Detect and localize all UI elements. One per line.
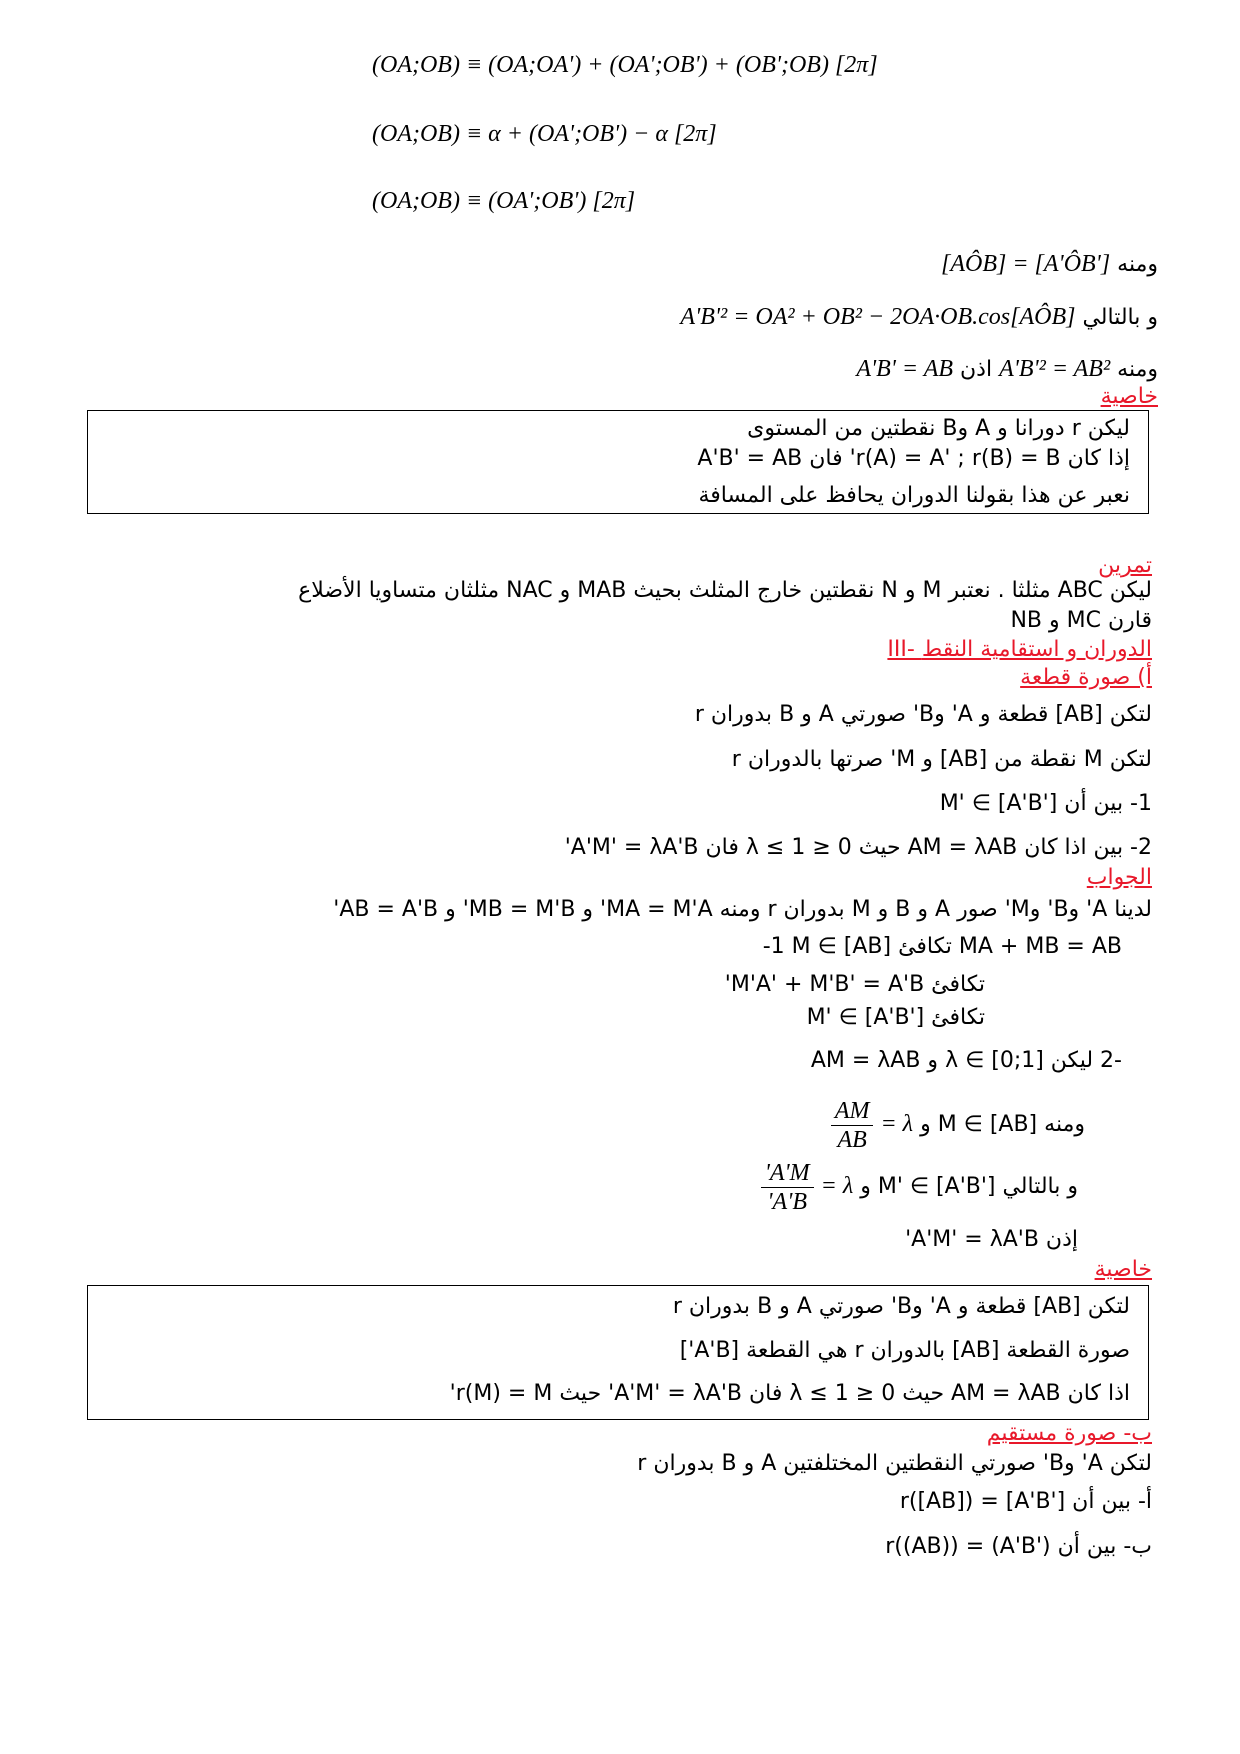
property-1-line-3: نعبر عن هذا بقولنا الدوران يحافظ على المسافة <box>698 483 1130 508</box>
answer-line-4: تكافئ M' ∈ [A'B'] <box>806 1005 985 1030</box>
section-3-line-4: 2- بين اذا كان AM = λAB حيث 0 ≤ λ ≤ 1 فان A'M' = λA'B' <box>564 835 1152 860</box>
answer-line-7: و بالتالي M' ∈ [A'B'] و = λ $\frac{A'M'}{A'B'}$ <box>761 1154 1078 1219</box>
fraction-am-ab: $\frac{AM}{AB}$ <box>831 1097 874 1154</box>
line-6: ومنه A'B'² = AB² اذن A'B' = AB <box>856 356 1158 382</box>
answer-line-2: -1 M ∈ [AB] تكافئ MA + MB = AB <box>762 934 1122 959</box>
answer-line-6: ومنه M ∈ [AB] و = λ $\frac{AM}{AB}$ <box>831 1092 1085 1157</box>
exercise-line-2: قارن MC و NB <box>1010 608 1152 633</box>
answer-line-1: لدينا A' وB' وM' صور A و B و M بدوران r ومنه MA = M'A' و MB = M'B' و AB = A'B' <box>333 897 1152 922</box>
line-4: ومنه [AÔB] = [A'ÔB'] <box>941 251 1158 277</box>
section-b-line-1: لتكن A' وB' صورتي النقطتين المختلفتين A و B بدوران r <box>637 1451 1152 1476</box>
property-2-title: خاصية <box>1094 1257 1152 1282</box>
section-3-line-3: 1- بين أن M' ∈ [A'B'] <box>939 791 1152 816</box>
exercise-title: تمرين <box>1098 553 1152 578</box>
section-3-line-1: لتكن [AB] قطعة و A' وB' صورتي A و B بدوران r <box>694 702 1152 727</box>
exercise-line-1: ليكن ABC مثلثا . نعتبر M و N نقطتين خارج المثلث بحيث MAB و NAC مثلثان متساويا الأضلاع <box>298 578 1152 603</box>
equation-2: (OA;OB) ≡ α + (OA';OB') − α [2π] <box>372 121 717 147</box>
fraction-am-prime: $\frac{A'M'}{A'B'}$ <box>761 1159 814 1216</box>
answer-line-8: إذن A'M' = λA'B' <box>905 1227 1078 1252</box>
section-3-subtitle: أ) صورة قطعة <box>1020 665 1152 690</box>
equation-1: (OA;OB) ≡ (OA;OA') + (OA';OB') + (OB';OB) [2π] <box>372 52 878 78</box>
property-1-title: خاصية <box>1100 384 1158 409</box>
section-b-line-3: ب- بين أن r((AB)) = (A'B') <box>885 1534 1152 1559</box>
section-b-title: ب- صورة مستقيم <box>986 1421 1152 1446</box>
property-2-line-1: لتكن [AB] قطعة و A' وB' صورتي A و B بدوران r <box>672 1294 1130 1319</box>
line-5: و بالتالي A'B'² = OA² + OB² − 2OA·OB.cos[AÔB] <box>680 304 1158 330</box>
property-1-line-1: ليكن r دورانا و A وB نقطتين من المستوى <box>747 416 1130 441</box>
section-3-title: III- الدوران و استقامية النقط <box>887 637 1152 662</box>
answer-line-3: تكافئ M'A' + M'B' = A'B' <box>724 972 985 997</box>
property-2-line-3: اذا كان AM = λAB حيث 0 ≤ λ ≤ 1 فان A'M' = λA'B' حيث r(M) = M' <box>449 1381 1130 1406</box>
section-3-line-2: لتكن M نقطة من [AB] و M' صرتها بالدوران r <box>731 747 1152 772</box>
property-2-line-2: صورة القطعة [AB] بالدوران r هي القطعة [A'B'] <box>679 1338 1130 1363</box>
property-1-line-2: إذا كان r(A) = A' ; r(B) = B' فان A'B' = AB <box>697 446 1130 471</box>
equation-3: (OA;OB) ≡ (OA';OB') [2π] <box>372 188 636 214</box>
answer-line-5: -2 ليكن λ ∈ [0;1] و AM = λAB <box>810 1048 1122 1073</box>
section-b-line-2: أ- بين أن r([AB]) = [A'B'] <box>899 1489 1152 1514</box>
answer-title: الجواب <box>1086 865 1152 890</box>
